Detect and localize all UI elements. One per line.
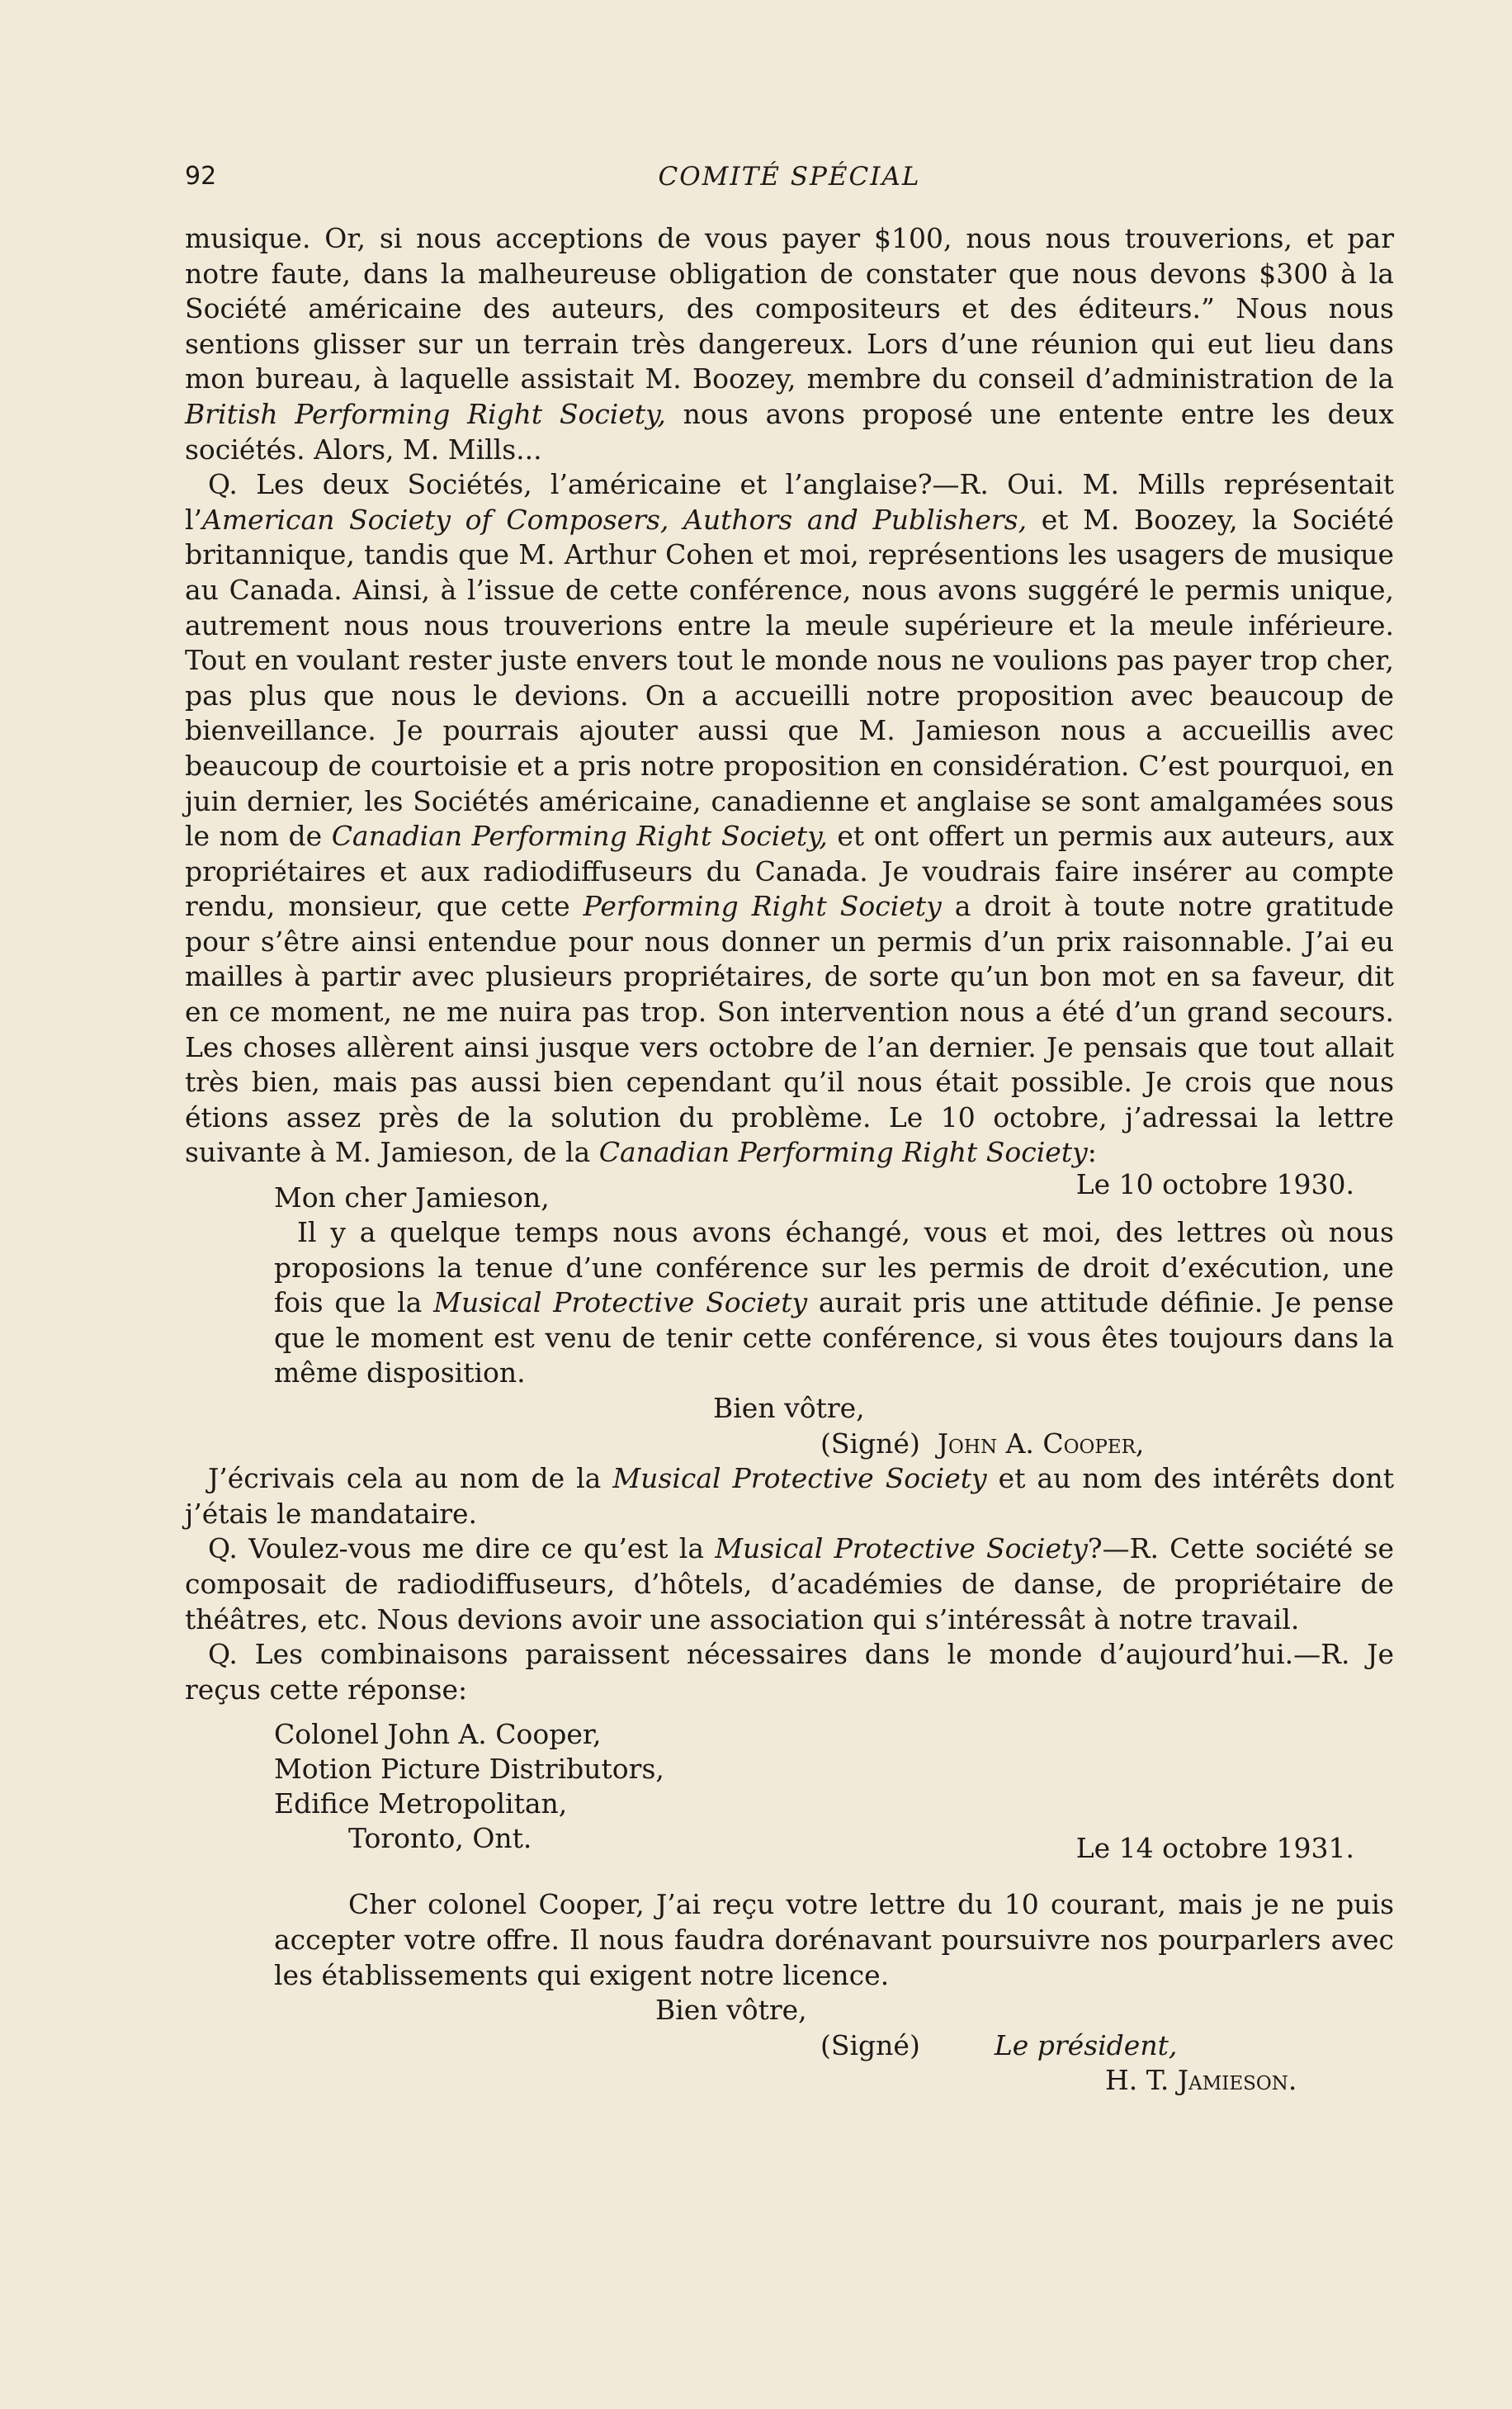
text-run: Il y a quelque temps nous avons échangé, vous et moi, des lettres où nous proposions la tenue d’une conférence sur les permis de droit d’exécution, une fois que la [274, 1216, 1394, 1319]
page-body [185, 221, 1394, 2099]
letter-date: Le 14 octobre 1931. [1075, 1832, 1354, 1865]
address-line: Edifice Metropolitan, [274, 1787, 568, 1820]
letter-body [274, 1215, 1394, 1391]
text-run: et M. Boozey, la Société britannique, tandis que M. Arthur Cohen et moi, représentions les usagers de musique au Canada. Ainsi, à l’issue de cette conférence, nous avons suggéré le permis unique, autrement nous nous trouverions entre la meule supérieure et la meule inférieure. Tout en voulant rester juste envers tout le monde nous ne voulions pas payer trop cher, pas plus que nous le devions. On a accueilli notre proposition avec beaucoup de bienveillance. Je pourrais ajouter aussi que M. Jamieson nous a accueillis avec beaucoup de courtoisie et a pris notre proposition en considération. C’est pourquoi, en juin dernier, les Sociétés américaine, canadienne et anglaise se sont amalgamées sous le nom de [185, 503, 1394, 853]
italic-run: British Performing Right Society, [185, 397, 666, 430]
text-run: musique. Or, si nous acceptions de vous payer $100, nous nous trouverions, et par notre faute, dans la malheureuse obligation de constater que nous devons $300 à la Société américaine des auteurs, des compositeurs et des éditeurs.” Nous nous sentions glisser sur un terrain très dangereux. Lors d’une réunion qui eut lieu dans mon bureau, à laquelle assistait M. Boozey, membre du conseil d’administration de la [185, 222, 1394, 395]
signature-line [820, 1427, 1394, 1462]
address-line: Motion Picture Distributors, [274, 1753, 664, 1786]
italic-run: Performing Right Society [583, 890, 942, 923]
paragraph [185, 221, 1394, 467]
page-number: 92 [185, 162, 217, 191]
signed-label: (Signé) [820, 1427, 920, 1460]
letter-closing: Bien vôtre, [713, 1392, 865, 1424]
italic-run: Canadian Performing Right Society, [331, 820, 828, 853]
text-run: et ont offert un permis aux auteurs, aux propriétaires et aux radiodiffuseurs du Canada. Je voudrais faire insérer au compte rendu, monsieur, que cette [185, 820, 1395, 923]
text-run: Q. Voulez-vous me dire ce qu’est la [208, 1532, 716, 1565]
signature-line [820, 2028, 1394, 2064]
running-head: COMITÉ SPÉCIAL [658, 162, 921, 192]
italic-run: Musical Protective Society [612, 1462, 987, 1495]
page-header [185, 162, 1394, 195]
address-line: Colonel John A. Cooper, [274, 1718, 602, 1751]
text-run: nous avons proposé une entente entre les deux sociétés. Alors, M. Mills... [185, 397, 1394, 466]
text-run: aurait pris une attitude définie. Je pense que le moment est venu de tenir cette conférence, si vous êtes toujours dans la même disposition. [274, 1286, 1394, 1389]
signer-role: Le président, [994, 2028, 1178, 2061]
salutation: Mon cher Jamieson, [274, 1181, 550, 1214]
italic-run: Musical Protective Society [433, 1286, 808, 1319]
quoted-letter-1 [274, 1168, 1394, 1391]
signer-name: John A. Cooper, [937, 1427, 1145, 1460]
paragraph [185, 467, 1394, 1171]
text-run: a droit à toute notre gratitude pour s’être ainsi entendue pour nous donner un permis d’un prix raisonnable. J’ai eu mailles à partir avec plusieurs propriétaires, de sorte qu’un bon mot en sa faveur, dit en ce moment, ne me nuira pas trop. Son intervention nous a été d’un grand secours. Les choses allèrent ainsi jusque vers octobre de l’an dernier. Je pensais que tout allait très bien, mais pas aussi bien cependant qu’il nous était possible. Je crois que nous étions assez près de la solution du problème. Le 10 octobre, j’adressai la lettre suivante à M. Jamieson, de la [185, 890, 1394, 1169]
signer-name: H. T. Jamieson. [1105, 2064, 1297, 2097]
letter-body: Cher colonel Cooper, J’ai reçu votre lettre du 10 courant, mais je ne puis accepter votre offre. Il nous faudra dorénavant poursuivre nos pourparlers avec les établissements qui exigent notre licence. [274, 1888, 1394, 1991]
italic-run: American Society of Composers, Authors and Publishers, [202, 503, 1028, 536]
letter-head [274, 1168, 1394, 1215]
text-run: ?—R. Cette société se composait de radiodiffuseurs, d’hôtels, d’académies de danse, de propriétaire de théâtres, etc. Nous devions avoir une association qui s’intéressât à notre travail. [185, 1532, 1394, 1635]
quoted-letter-2 [274, 1887, 1394, 1993]
signed-label: (Signé) [820, 2028, 920, 2061]
letter-closing: Bien vôtre, [655, 1994, 807, 2027]
text-run: Q. Les combinaisons paraissent nécessaires dans le monde d’aujourd’hui.—R. Je reçus cette réponse: [185, 1638, 1394, 1706]
paragraph [185, 1461, 1394, 1531]
paragraph [185, 1531, 1394, 1637]
paragraph [185, 1637, 1394, 1707]
text-run: Q. Les deux Sociétés, l’américaine et l’anglaise?—R. Oui. M. Mills représentait l’ [185, 468, 1394, 536]
address-line: Toronto, Ont. [348, 1822, 532, 1855]
text-run: et au nom des intérêts dont j’étais le mandataire. [185, 1462, 1394, 1530]
italic-run: Canadian Performing Right Society [598, 1136, 1088, 1169]
letter-date: Le 10 octobre 1930. [1075, 1168, 1354, 1201]
letter-address [274, 1717, 1394, 1887]
text-run: : [1087, 1136, 1097, 1169]
italic-run: Musical Protective Society [715, 1532, 1088, 1565]
text-run: J’écrivais cela au nom de la [208, 1462, 613, 1495]
